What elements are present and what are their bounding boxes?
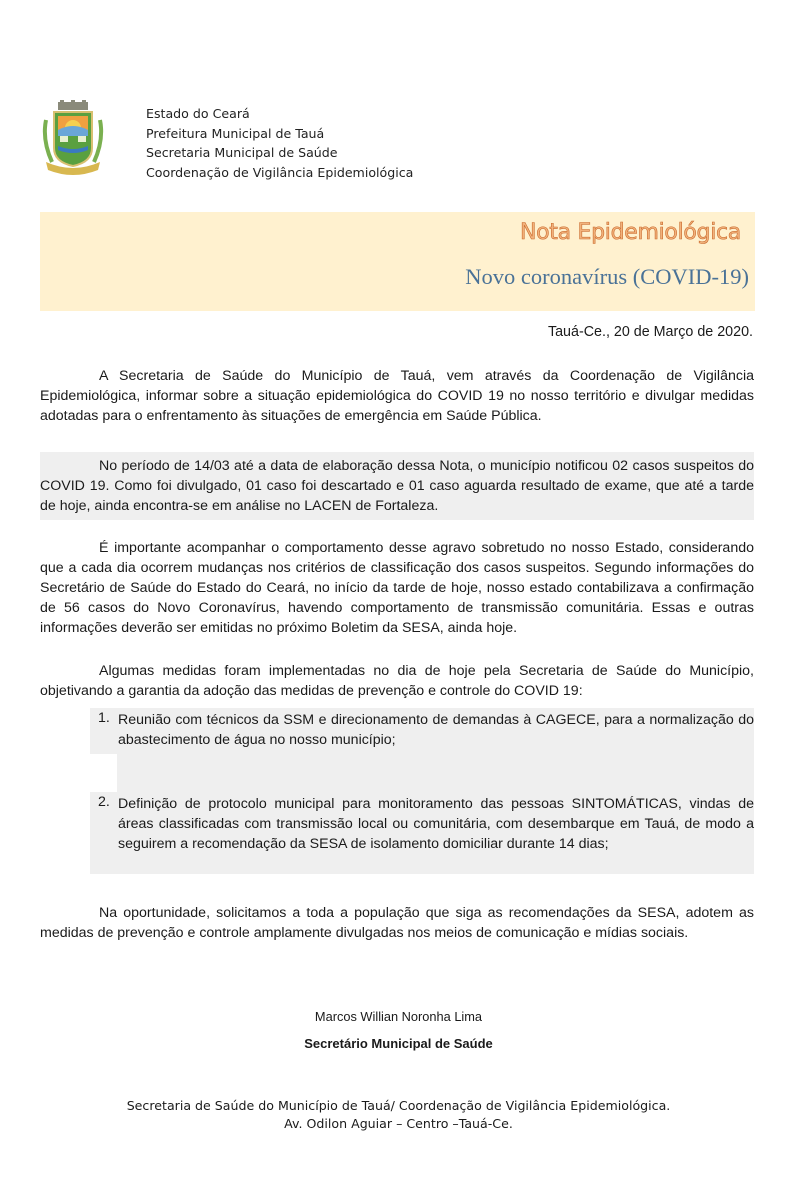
- paragraph-text: É importante acompanhar o comportamento desse agravo sobretudo no nosso Estado, considerando que a cada dia ocorrem mudanças nos critérios de classificação dos casos suspeitos. Segundo informações do Secretário de Saúde do Estado do Ceará, no início da tarde de hoje, nosso estado contabilizava a confirmação de 56 casos do Novo Coronavírus, havendo comportamento de transmissão comunitária. Essas e outras informações deverão ser emitidas no próximo Boletim da SESA, ainda hoje.: [40, 540, 754, 636]
- paragraph-text: Algumas medidas foram implementadas no dia de hoje pela Secretaria de Saúde do Município, objetivando a garantia da adoção das medidas de prevenção e controle do COVID 19:: [40, 663, 754, 699]
- document-subtitle: Novo coronavírus (COVID-19): [465, 264, 749, 289]
- paragraph-closing: [40, 903, 754, 943]
- paragraph-text: No período de 14/03 até a data de elaboração dessa Nota, o município notificou 02 casos suspeitos do COVID 19. Como foi divulgado, 01 caso foi descartado e 01 caso aguarda resultado de exame, que até a tarde de hoje, ainda encontra-se em análise no LACEN de Fortaleza.: [40, 458, 754, 514]
- shaded-spacer: [117, 754, 754, 792]
- paragraph-cases: [40, 452, 754, 520]
- coat-of-arms-logo: [40, 100, 106, 180]
- footer-address: Av. Odilon Aguiar – Centro –Tauá-Ce.: [284, 1116, 513, 1131]
- paragraph-measures-intro: [40, 661, 754, 701]
- footer-institution: Secretaria de Saúde do Município de Tauá/ Coordenação de Vigilância Epidemiológica.: [126, 1098, 671, 1113]
- measure-text: Definição de protocolo municipal para monitoramento das pessoas SINTOMÁTICAS, vindas de áreas classificadas com transmissão local ou comunitária, com desembarque em Tauá, de modo a seguirem a recomendação da SESA de isolamento domiciliar durante 14 dias;: [118, 796, 754, 852]
- letterhead-state: Estado do Ceará: [146, 106, 250, 121]
- measure-number: 2.: [98, 794, 110, 810]
- paragraph-text: A Secretaria de Saúde do Município de Tauá, vem através da Coordenação de Vigilância Epidemiológica, informar sobre a situação epidemiológica do COVID 19 no nosso território e divulgar medidas adotadas para o enfrentamento às situações de emergência em Saúde Pública.: [40, 368, 754, 424]
- letterhead-coordination: Coordenação de Vigilância Epidemiológica: [146, 164, 414, 180]
- measure-number: 1.: [98, 710, 110, 726]
- measure-item: [90, 792, 754, 874]
- paragraph-intro: [40, 366, 754, 426]
- document-title: Nota Epidemiológica: [519, 220, 741, 245]
- signatory-name: Marcos Willian Noronha Lima: [314, 1009, 483, 1024]
- signatory-role: Secretário Municipal de Saúde: [304, 1036, 493, 1051]
- document-date: Tauá-Ce., 20 de Março de 2020.: [547, 324, 753, 340]
- measure-text: Reunião com técnicos da SSM e direcionamento de demandas à CAGECE, para a normalização do abastecimento de água no nosso município;: [118, 712, 754, 748]
- coat-of-arms-icon: [40, 100, 106, 180]
- title-banner: [40, 212, 755, 311]
- measure-item: [90, 708, 754, 754]
- letterhead-secretariat: Secretaria Municipal de Saúde: [146, 145, 338, 161]
- letterhead: [146, 104, 413, 182]
- paragraph-text: Na oportunidade, solicitamos a toda a população que siga as recomendações da SESA, adotem as medidas de prevenção e controle amplamente divulgadas nos meios de comunicação e mídias sociais.: [40, 905, 754, 941]
- paragraph-state-situation: [40, 538, 754, 638]
- letterhead-prefecture: Prefeitura Municipal de Tauá: [146, 125, 325, 141]
